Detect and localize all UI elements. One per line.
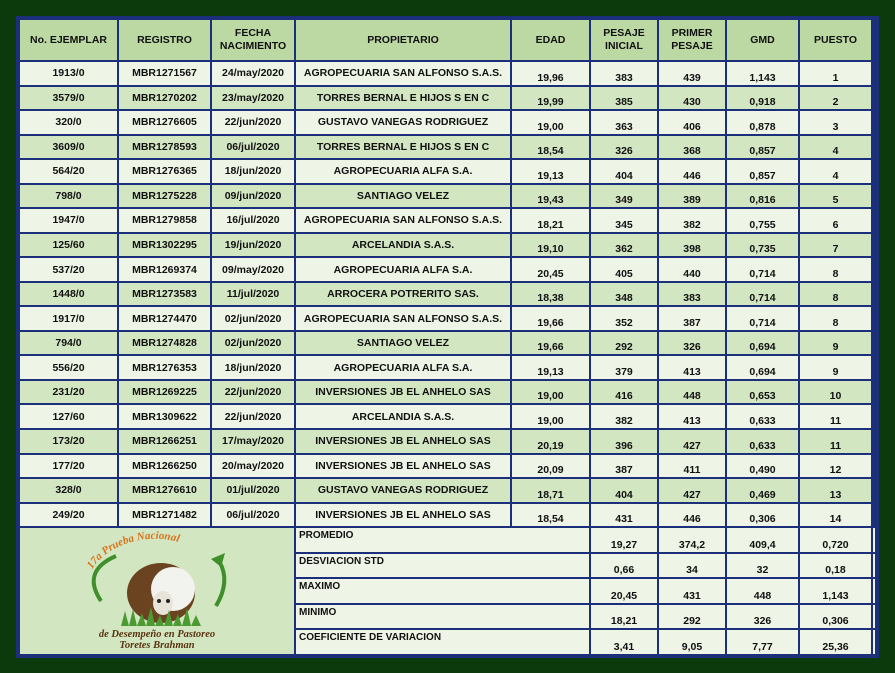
cell-puesto: 8 (800, 283, 871, 306)
cell-fecha: 06/jul/2020 (212, 504, 294, 527)
stat-primer-pesaje: 32 (727, 554, 798, 578)
cell-puesto: 12 (800, 455, 871, 478)
stat-empty (873, 579, 875, 603)
cell-ejemplar: 320/0 (20, 111, 117, 134)
cell-propietario: GUSTAVO VANEGAS RODRIGUEZ (296, 111, 510, 134)
cell-puesto: 1 (800, 62, 871, 85)
cell-gmd: 0,714 (727, 283, 798, 306)
cell-registro: MBR1275228 (119, 185, 210, 208)
cell-fecha: 02/jun/2020 (212, 307, 294, 330)
stat-edad: 20,45 (591, 579, 657, 603)
table-row (20, 455, 875, 478)
cell-gmd: 0,755 (727, 209, 798, 232)
cell-puesto: 8 (800, 258, 871, 281)
cell-gmd: 0,735 (727, 234, 798, 257)
cell-edad: 19,66 (512, 332, 589, 355)
cell-primer-pesaje: 406 (659, 111, 725, 134)
cell-primer-pesaje: 411 (659, 455, 725, 478)
stat-primer-pesaje: 7,77 (727, 630, 798, 654)
cell-propietario: ARCELANDIA S.A.S. (296, 234, 510, 257)
cell-ejemplar: 125/60 (20, 234, 117, 257)
cell-pesaje-inicial: 382 (591, 405, 657, 428)
cell-gmd: 0,816 (727, 185, 798, 208)
stat-label: DESVIACION STD (296, 554, 589, 578)
table-row (20, 234, 875, 257)
header-pesaje-inicial: PESAJE INICIAL (591, 20, 657, 60)
cell-ejemplar: 3579/0 (20, 87, 117, 110)
cell-primer-pesaje: 398 (659, 234, 725, 257)
cell-primer-pesaje: 389 (659, 185, 725, 208)
cell-fecha: 11/jul/2020 (212, 283, 294, 306)
cell-puesto: 2 (800, 87, 871, 110)
table-row (20, 258, 875, 281)
cell-puesto: 14 (800, 504, 871, 527)
header-primer-pesaje: PRIMER PESAJE (659, 20, 725, 60)
header-row (20, 20, 875, 60)
cell-pesaje-inicial: 404 (591, 479, 657, 502)
cell-ejemplar: 177/20 (20, 455, 117, 478)
cell-pesaje-inicial: 405 (591, 258, 657, 281)
cell-edad: 18,54 (512, 504, 589, 527)
cell-edad: 19,00 (512, 111, 589, 134)
cell-gmd: 0,857 (727, 136, 798, 159)
cell-gmd: 0,633 (727, 430, 798, 453)
cell-ejemplar: 556/20 (20, 356, 117, 379)
table-row (20, 136, 875, 159)
logo-top-text: 17a Prueba Nacional (84, 531, 182, 572)
cell-edad: 19,99 (512, 87, 589, 110)
cell-ejemplar: 173/20 (20, 430, 117, 453)
cell-puesto: 13 (800, 479, 871, 502)
contest-logo (20, 528, 294, 654)
cell-pesaje-inicial: 348 (591, 283, 657, 306)
cell-ejemplar: 3609/0 (20, 136, 117, 159)
cell-registro: MBR1276605 (119, 111, 210, 134)
cell-gmd: 0,694 (727, 356, 798, 379)
brahman-bull-logo-icon (21, 531, 293, 651)
cell-ejemplar: 231/20 (20, 381, 117, 404)
stat-pesaje-inicial: 34 (659, 554, 725, 578)
stat-edad: 18,21 (591, 605, 657, 629)
stat-empty (873, 528, 875, 552)
cell-propietario: INVERSIONES JB EL ANHELO SAS (296, 430, 510, 453)
cell-puesto: 10 (800, 381, 871, 404)
cell-puesto: 7 (800, 234, 871, 257)
cell-edad: 19,13 (512, 160, 589, 183)
cell-propietario: INVERSIONES JB EL ANHELO SAS (296, 381, 510, 404)
cell-puesto: 11 (800, 405, 871, 428)
stat-primer-pesaje: 409,4 (727, 528, 798, 552)
logo-line2: Toretes Brahman (119, 640, 195, 652)
cell-propietario: INVERSIONES JB EL ANHELO SAS (296, 455, 510, 478)
cell-fecha: 06/jul/2020 (212, 136, 294, 159)
cell-ejemplar: 537/20 (20, 258, 117, 281)
cell-pesaje-inicial: 345 (591, 209, 657, 232)
cell-primer-pesaje: 368 (659, 136, 725, 159)
cell-fecha: 18/jun/2020 (212, 160, 294, 183)
cell-registro: MBR1274828 (119, 332, 210, 355)
cell-edad: 20,45 (512, 258, 589, 281)
cell-propietario: AGROPECUARIA ALFA S.A. (296, 356, 510, 379)
cell-fecha: 01/jul/2020 (212, 479, 294, 502)
cell-gmd: 0,490 (727, 455, 798, 478)
cell-pesaje-inicial: 352 (591, 307, 657, 330)
cell-propietario: TORRES BERNAL E HIJOS S EN C (296, 87, 510, 110)
cell-gmd: 0,653 (727, 381, 798, 404)
cell-edad: 19,00 (512, 381, 589, 404)
cell-gmd: 0,918 (727, 87, 798, 110)
cell-pesaje-inicial: 349 (591, 185, 657, 208)
cell-propietario: GUSTAVO VANEGAS RODRIGUEZ (296, 479, 510, 502)
cell-edad: 20,19 (512, 430, 589, 453)
cell-primer-pesaje: 448 (659, 381, 725, 404)
cell-pesaje-inicial: 404 (591, 160, 657, 183)
cell-edad: 19,43 (512, 185, 589, 208)
cell-gmd: 0,857 (727, 160, 798, 183)
cell-fecha: 19/jun/2020 (212, 234, 294, 257)
cell-pesaje-inicial: 385 (591, 87, 657, 110)
cell-ejemplar: 798/0 (20, 185, 117, 208)
cell-edad: 18,71 (512, 479, 589, 502)
table-row (20, 405, 875, 428)
stat-edad: 19,27 (591, 528, 657, 552)
cell-puesto: 3 (800, 111, 871, 134)
stat-gmd: 0,720 (800, 528, 871, 552)
header-edad: EDAD (512, 20, 589, 60)
cell-registro: MBR1269225 (119, 381, 210, 404)
cell-fecha: 17/may/2020 (212, 430, 294, 453)
cell-primer-pesaje: 440 (659, 258, 725, 281)
cell-ejemplar: 249/20 (20, 504, 117, 527)
cell-registro: MBR1279858 (119, 209, 210, 232)
cell-primer-pesaje: 383 (659, 283, 725, 306)
stat-empty (873, 605, 875, 629)
cell-registro: MBR1271482 (119, 504, 210, 527)
cell-primer-pesaje: 439 (659, 62, 725, 85)
table-row (20, 504, 875, 527)
cell-fecha: 20/may/2020 (212, 455, 294, 478)
cell-primer-pesaje: 430 (659, 87, 725, 110)
cell-edad: 18,38 (512, 283, 589, 306)
cell-propietario: SANTIAGO VELEZ (296, 332, 510, 355)
cell-fecha: 22/jun/2020 (212, 381, 294, 404)
cell-edad: 19,96 (512, 62, 589, 85)
header-puesto: PUESTO (800, 20, 871, 60)
cell-edad: 20,09 (512, 455, 589, 478)
table-frame (16, 16, 879, 658)
cell-pesaje-inicial: 362 (591, 234, 657, 257)
cell-propietario: TORRES BERNAL E HIJOS S EN C (296, 136, 510, 159)
cell-primer-pesaje: 387 (659, 307, 725, 330)
cell-fecha: 16/jul/2020 (212, 209, 294, 232)
stat-label: MAXIMO (296, 579, 589, 603)
cell-propietario: AGROPECUARIA ALFA S.A. (296, 160, 510, 183)
table-row (20, 307, 875, 330)
cell-pesaje-inicial: 416 (591, 381, 657, 404)
cell-pesaje-inicial: 387 (591, 455, 657, 478)
header-registro: REGISTRO (119, 20, 210, 60)
cell-pesaje-inicial: 383 (591, 62, 657, 85)
cell-propietario: AGROPECUARIA ALFA S.A. (296, 258, 510, 281)
table-row (20, 87, 875, 110)
stat-label: MINIMO (296, 605, 589, 629)
stat-pesaje-inicial: 431 (659, 579, 725, 603)
cell-ejemplar: 127/60 (20, 405, 117, 428)
stat-edad: 3,41 (591, 630, 657, 654)
cell-puesto: 9 (800, 356, 871, 379)
cell-edad: 19,13 (512, 356, 589, 379)
cell-puesto: 4 (800, 136, 871, 159)
cell-puesto: 11 (800, 430, 871, 453)
logo-line1: de Desempeño en Pastoreo (98, 629, 216, 641)
cell-primer-pesaje: 427 (659, 430, 725, 453)
cell-fecha: 22/jun/2020 (212, 405, 294, 428)
table-row (20, 283, 875, 306)
cell-ejemplar: 1917/0 (20, 307, 117, 330)
cell-puesto: 5 (800, 185, 871, 208)
stat-pesaje-inicial: 9,05 (659, 630, 725, 654)
stat-gmd: 0,18 (800, 554, 871, 578)
cell-propietario: AGROPECUARIA SAN ALFONSO S.A.S. (296, 209, 510, 232)
cell-registro: MBR1273583 (119, 283, 210, 306)
table-row (20, 356, 875, 379)
cell-edad: 18,21 (512, 209, 589, 232)
table-row (20, 185, 875, 208)
cell-registro: MBR1270202 (119, 87, 210, 110)
cell-edad: 18,54 (512, 136, 589, 159)
cell-edad: 19,10 (512, 234, 589, 257)
cell-ejemplar: 794/0 (20, 332, 117, 355)
header-fecha: FECHA NACIMIENTO (212, 20, 294, 60)
cell-propietario: ARROCERA POTRERITO SAS. (296, 283, 510, 306)
cell-puesto: 8 (800, 307, 871, 330)
cell-gmd: 0,694 (727, 332, 798, 355)
cell-fecha: 09/may/2020 (212, 258, 294, 281)
cell-registro: MBR1269374 (119, 258, 210, 281)
cell-edad: 19,00 (512, 405, 589, 428)
table-row (20, 430, 875, 453)
cell-pesaje-inicial: 379 (591, 356, 657, 379)
cell-registro: MBR1276365 (119, 160, 210, 183)
stat-primer-pesaje: 326 (727, 605, 798, 629)
stat-gmd: 1,143 (800, 579, 871, 603)
stat-label: COEFICIENTE DE VARIACION (296, 630, 589, 654)
table-row (20, 160, 875, 183)
cell-ejemplar: 1913/0 (20, 62, 117, 85)
cell-puesto: 4 (800, 160, 871, 183)
cell-registro: MBR1274470 (119, 307, 210, 330)
cell-registro: MBR1278593 (119, 136, 210, 159)
stat-edad: 0,66 (591, 554, 657, 578)
cell-pesaje-inicial: 363 (591, 111, 657, 134)
cell-primer-pesaje: 446 (659, 504, 725, 527)
cell-fecha: 02/jun/2020 (212, 332, 294, 355)
stat-pesaje-inicial: 374,2 (659, 528, 725, 552)
cell-primer-pesaje: 427 (659, 479, 725, 502)
cell-gmd: 1,143 (727, 62, 798, 85)
cell-propietario: ARCELANDIA S.A.S. (296, 405, 510, 428)
cell-puesto: 9 (800, 332, 871, 355)
header-ejemplar: No. EJEMPLAR (20, 20, 117, 60)
stat-label: PROMEDIO (296, 528, 589, 552)
cell-fecha: 09/jun/2020 (212, 185, 294, 208)
cell-primer-pesaje: 413 (659, 405, 725, 428)
cell-gmd: 0,714 (727, 307, 798, 330)
cell-propietario: SANTIAGO VELEZ (296, 185, 510, 208)
cell-ejemplar: 564/20 (20, 160, 117, 183)
cell-pesaje-inicial: 396 (591, 430, 657, 453)
cell-registro: MBR1266250 (119, 455, 210, 478)
cell-registro: MBR1266251 (119, 430, 210, 453)
cell-pesaje-inicial: 431 (591, 504, 657, 527)
table-row (20, 62, 875, 85)
stat-row (20, 528, 875, 552)
cell-gmd: 0,714 (727, 258, 798, 281)
table-row (20, 332, 875, 355)
table-row (20, 479, 875, 502)
table-row (20, 381, 875, 404)
cell-edad: 19,66 (512, 307, 589, 330)
cell-primer-pesaje: 326 (659, 332, 725, 355)
table-row (20, 209, 875, 232)
cell-fecha: 22/jun/2020 (212, 111, 294, 134)
cell-propietario: AGROPECUARIA SAN ALFONSO S.A.S. (296, 62, 510, 85)
cell-primer-pesaje: 413 (659, 356, 725, 379)
cell-fecha: 23/may/2020 (212, 87, 294, 110)
cell-gmd: 0,306 (727, 504, 798, 527)
cell-registro: MBR1276353 (119, 356, 210, 379)
cell-fecha: 18/jun/2020 (212, 356, 294, 379)
cell-gmd: 0,469 (727, 479, 798, 502)
stat-gmd: 25,36 (800, 630, 871, 654)
cell-gmd: 0,633 (727, 405, 798, 428)
cell-ejemplar: 328/0 (20, 479, 117, 502)
cell-primer-pesaje: 446 (659, 160, 725, 183)
header-propietario: PROPIETARIO (296, 20, 510, 60)
cell-pesaje-inicial: 292 (591, 332, 657, 355)
cell-gmd: 0,878 (727, 111, 798, 134)
cell-propietario: INVERSIONES JB EL ANHELO SAS (296, 504, 510, 527)
header-gmd: GMD (727, 20, 798, 60)
table-row (20, 111, 875, 134)
stat-gmd: 0,306 (800, 605, 871, 629)
cell-registro: MBR1302295 (119, 234, 210, 257)
cell-registro: MBR1276610 (119, 479, 210, 502)
cell-pesaje-inicial: 326 (591, 136, 657, 159)
cell-primer-pesaje: 382 (659, 209, 725, 232)
cell-ejemplar: 1448/0 (20, 283, 117, 306)
results-table (18, 18, 877, 656)
cell-puesto: 6 (800, 209, 871, 232)
cell-propietario: AGROPECUARIA SAN ALFONSO S.A.S. (296, 307, 510, 330)
stat-empty (873, 554, 875, 578)
cell-registro: MBR1309622 (119, 405, 210, 428)
stat-primer-pesaje: 448 (727, 579, 798, 603)
stat-pesaje-inicial: 292 (659, 605, 725, 629)
cell-fecha: 24/may/2020 (212, 62, 294, 85)
stat-empty (873, 630, 875, 654)
cell-registro: MBR1271567 (119, 62, 210, 85)
cell-ejemplar: 1947/0 (20, 209, 117, 232)
